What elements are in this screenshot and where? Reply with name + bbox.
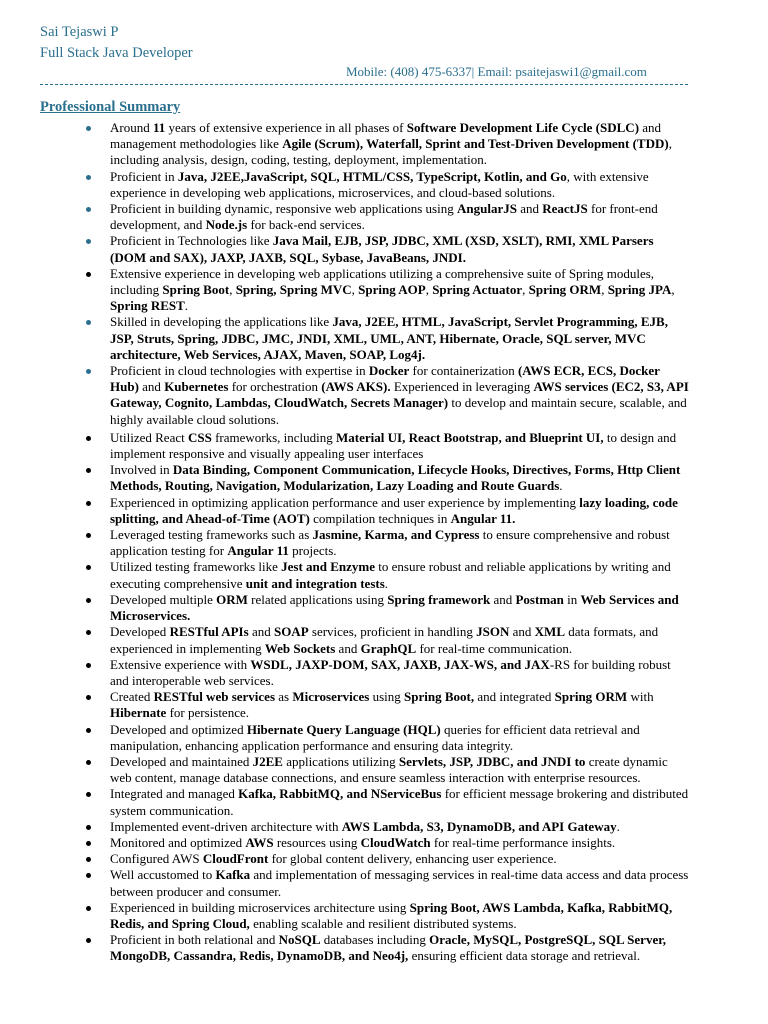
bullet-bold-text: CloudWatch xyxy=(360,834,431,850)
bullet-text: databases including xyxy=(320,932,430,948)
bullet-text: with xyxy=(627,689,654,705)
bullet-text: Developed and optimized xyxy=(110,721,247,737)
bullet-bold-text: Spring AOP xyxy=(358,282,426,298)
bullet-text: and xyxy=(138,379,165,395)
bullet-dot-icon xyxy=(86,938,91,943)
bullet-text: , xyxy=(351,282,359,298)
bullet-text: for persistence. xyxy=(166,705,249,721)
bullet-bold-text: Node.js xyxy=(205,217,248,233)
bullet-dot-icon xyxy=(86,873,91,878)
bullet-text: Well accustomed to xyxy=(110,867,216,883)
summary-bullet xyxy=(86,754,690,786)
bullet-text: Experienced in leveraging xyxy=(390,379,534,395)
bullet-bold-text: AWS services (EC2, S3, API Gateway, Cognito, Lambdas, CloudWatch, Secrets Manager) xyxy=(110,379,689,411)
bullet-bold-text: AWS Lambda, S3, DynamoDB, and API Gateway xyxy=(341,818,617,834)
bullet-dot-icon xyxy=(86,663,91,668)
bullet-text: enabling scalable and resilient distributed systems. xyxy=(249,915,517,931)
bullet-bold-text: Hibernate Query Language (HQL) xyxy=(246,721,441,737)
bullet-bold-text: Spring ORM xyxy=(528,282,602,298)
bullet-text: and implementation of messaging services in real-time data access and data process between producer and consumer. xyxy=(110,867,689,899)
bullet-text: for real-time communication. xyxy=(416,640,573,656)
bullet-text: create dynamic web content, manage database connections, and ensure seamless interaction with enterprise resources. xyxy=(110,753,668,786)
bullet-bold-text: Software Development Life Cycle (SDLC) xyxy=(406,120,640,135)
bullet-text: Involved in xyxy=(110,462,173,478)
bullet-bold-text: Spring, Spring MVC xyxy=(235,282,352,298)
bullet-bold-text: Postman xyxy=(515,591,564,607)
bullet-text: Proficient in xyxy=(110,168,178,184)
bullet-text: compilation techniques in xyxy=(309,510,451,526)
bullet-text: projects. xyxy=(288,543,337,559)
bullet-bold-text: JSON xyxy=(476,624,510,640)
candidate-name: Sai Tejaswi P xyxy=(40,24,119,40)
bullet-bold-text: RESTful web services xyxy=(153,689,276,705)
bullet-bold-text: CloudFront xyxy=(202,851,269,867)
bullet-bold-text: (AWS AKS). xyxy=(321,379,391,395)
summary-bullet xyxy=(86,786,690,818)
bullet-dot-icon xyxy=(86,436,91,441)
bullet-dot-icon xyxy=(86,825,91,830)
bullet-dot-icon xyxy=(86,175,91,180)
bullet-text: queries for efficient data retrieval and manipulation, enhancing application performance and ensuring data integrity. xyxy=(110,721,640,753)
bullet-bold-text: J2EE xyxy=(252,753,283,769)
bullet-dot-icon xyxy=(86,126,91,131)
bullet-text: Experienced in building microservices architecture using xyxy=(110,899,410,915)
bullet-text: , xyxy=(601,282,608,298)
bullet-bold-text: Jest and Enzyme xyxy=(281,559,376,575)
bullet-bold-text: Data Binding, Component Communication, Lifecycle Hooks, Directives, Forms, Http Client Methods, Routing, Navigation, Modularization, Lazy Loading and Route Guards xyxy=(110,462,681,494)
bullet-text: to design and implement responsive and visually appealing user interfaces xyxy=(110,429,677,462)
summary-bullet xyxy=(86,314,690,363)
bullet-bold-text: lazy loading, code splitting, and Ahead-of-Time (AOT) xyxy=(110,494,678,526)
bullet-text: , xyxy=(671,282,675,298)
bullet-text: to ensure comprehensive and robust application testing for xyxy=(110,527,670,559)
bullet-text: Around xyxy=(110,120,153,135)
bullet-text: Created xyxy=(110,689,154,705)
bullet-bold-text: Docker xyxy=(368,363,410,379)
bullet-text: and xyxy=(516,201,543,217)
bullet-text: Proficient in both relational and xyxy=(110,932,279,948)
bullet-text: , xyxy=(229,282,236,298)
summary-bullet xyxy=(86,657,690,689)
bullet-bold-text: Spring JPA xyxy=(607,282,672,298)
bullet-bold-text: Servlets, JSP, JDBC, and JNDI to xyxy=(398,753,586,769)
bullet-bold-text: GraphQL xyxy=(360,640,417,656)
bullet-bold-text: Kafka, RabbitMQ, and NServiceBus xyxy=(238,786,442,802)
bullet-dot-icon xyxy=(86,272,91,277)
bullet-text: Developed and maintained xyxy=(110,753,253,769)
bullet-dot-icon xyxy=(86,841,91,846)
bullet-text: and xyxy=(490,591,516,607)
bullet-bold-text: ORM xyxy=(216,591,248,607)
bullet-bold-text: Angular 11. xyxy=(450,510,516,526)
bullet-dot-icon xyxy=(86,792,91,797)
bullet-text: . xyxy=(616,818,620,834)
bullet-bold-text: Spring REST xyxy=(110,298,185,314)
bullet-bold-text: Oracle, MySQL, PostgreSQL, SQL Server, MongoDB, Cassandra, Redis, DynamoDB, and Neo4j, xyxy=(110,932,667,964)
bullet-text: applications utilizing xyxy=(282,753,399,769)
bullet-bold-text: Web Sockets xyxy=(264,640,336,656)
bullet-bold-text: RESTful APIs xyxy=(169,624,249,640)
bullet-text: and xyxy=(509,624,535,640)
summary-bullet xyxy=(86,932,690,964)
bullet-text: Monitored and optimized xyxy=(110,834,246,850)
bullet-text: Experienced in optimizing application performance and user experience by implementing xyxy=(110,494,580,510)
bullet-dot-icon xyxy=(86,906,91,911)
bullet-bold-text: Spring Boot xyxy=(162,282,230,298)
bullet-text: related applications using xyxy=(247,591,388,607)
bullet-dot-icon xyxy=(86,760,91,765)
summary-bullet xyxy=(86,819,690,835)
bullet-bold-text: CSS xyxy=(187,429,212,445)
bullet-text: Implemented event-driven architecture with xyxy=(110,818,342,834)
bullet-bold-text: Kubernetes xyxy=(164,379,229,395)
bullet-bold-text: Agile (Scrum), Waterfall, Sprint and Test-Driven Development (TDD) xyxy=(282,136,669,152)
summary-bullet xyxy=(86,867,690,899)
bullet-text: for real-time performance insights. xyxy=(430,834,616,850)
bullet-dot-icon xyxy=(86,501,91,506)
bullet-text: , with extensive experience in developing web applications, microservices, and cloud-based solutions. xyxy=(110,168,649,200)
contact-info: Mobile: (408) 475-6337| Email: psaitejaswi1@gmail.com xyxy=(346,64,647,79)
bullet-bold-text: XML xyxy=(534,624,566,640)
bullet-text: resources using xyxy=(273,834,361,850)
header-divider xyxy=(40,84,688,85)
bullet-text: Utilized testing frameworks like xyxy=(110,559,282,575)
bullet-text: Proficient in building dynamic, responsive web applications using xyxy=(110,201,457,217)
bullet-text: Leveraged testing frameworks such as xyxy=(110,527,313,543)
bullet-dot-icon xyxy=(86,369,91,374)
bullet-bold-text: Java Mail, EJB, JSP, JDBC, XML (XSD, XSLT), RMI, XML Parsers (DOM and SAX), JAXP, JAXB, SQL, Sybase, JavaBeans, JNDI. xyxy=(110,233,654,265)
bullet-bold-text: (AWS ECR, ECS, Docker Hub) xyxy=(110,363,660,395)
job-title: Full Stack Java Developer xyxy=(40,45,193,61)
bullet-text: Utilized React xyxy=(110,429,188,445)
bullet-text: as xyxy=(275,689,293,705)
bullet-dot-icon xyxy=(86,857,91,862)
bullet-dot-icon xyxy=(86,728,91,733)
summary-bullet xyxy=(86,689,690,721)
bullet-bold-text: Angular 11 xyxy=(227,543,289,559)
bullet-text: , including analysis, design, coding, testing, deployment, implementation. xyxy=(110,136,672,168)
bullet-bold-text: Spring Boot, AWS Lambda, Kafka, RabbitMQ, Redis, and Spring Cloud, xyxy=(110,899,673,931)
bullet-dot-icon xyxy=(86,533,91,538)
bullet-bold-text: Hibernate xyxy=(110,705,167,721)
bullet-dot-icon xyxy=(86,630,91,635)
bullet-bold-text: Jasmine, Karma, and Cypress xyxy=(312,527,480,543)
bullet-bold-text: Material UI, React Bootstrap, and Blueprint UI, xyxy=(336,429,604,445)
bullet-text: and management methodologies like xyxy=(110,120,662,152)
bullet-bold-text: Java, J2EE, HTML, JavaScript, Servlet Programming, EJB, JSP, Struts, Spring, JDBC, JMC, JNDI, XML, UML, ANT, Hibernate, Oracle, SQL server, MVC architecture, Web Services, AJAX, Maven, SOAP, Log4j. xyxy=(110,314,668,362)
bullet-text: . xyxy=(184,298,189,314)
bullet-bold-text: WSDL, JAXP-DOM, SAX, JAXB, JAX-WS, and JAX xyxy=(250,656,550,672)
bullet-bold-text: Kafka xyxy=(215,867,251,883)
summary-bullet xyxy=(86,559,690,591)
bullet-bold-text: AWS xyxy=(245,834,274,850)
bullet-dot-icon xyxy=(86,207,91,212)
bullet-text: . xyxy=(559,478,563,494)
bullet-text: to develop and maintain secure, scalable, and highly available cloud solutions. xyxy=(110,395,687,427)
bullet-text: for back-end services. xyxy=(247,217,365,233)
summary-bullet xyxy=(86,363,690,428)
summary-bullet xyxy=(86,900,690,932)
bullet-text: for front-end development, and xyxy=(110,201,658,233)
bullet-bold-text: Java, J2EE,JavaScript, SQL, HTML/CSS, TypeScript, Kotlin, and Go xyxy=(177,168,567,184)
summary-bullet xyxy=(86,495,690,527)
bullet-text: frameworks, including xyxy=(211,429,337,445)
summary-bullet xyxy=(86,722,690,754)
bullet-dot-icon xyxy=(86,239,91,244)
bullet-text: for efficient message brokering and distributed system communication. xyxy=(110,786,689,818)
bullet-text: , xyxy=(522,282,529,298)
bullet-bold-text: SOAP xyxy=(273,624,309,640)
bullet-text: . xyxy=(384,575,389,591)
bullet-bold-text: Spring Actuator xyxy=(432,282,523,298)
bullet-bold-text: unit and integration tests xyxy=(245,575,385,591)
summary-bullet xyxy=(86,169,690,201)
bullet-text: data formats, and experienced in implementing xyxy=(110,624,659,656)
bullet-text: Extensive experience with xyxy=(110,656,251,672)
summary-bullet xyxy=(86,120,690,169)
summary-bullet xyxy=(86,430,690,462)
summary-bullet xyxy=(86,624,690,656)
bullet-text: for global content delivery, enhancing user experience. xyxy=(268,851,557,867)
bullet-dot-icon xyxy=(86,695,91,700)
bullet-text: ensuring efficient data storage and retrieval. xyxy=(408,948,641,964)
bullet-bold-text: 11 xyxy=(152,120,166,135)
bullet-text: Proficient in cloud technologies with expertise in xyxy=(110,363,369,379)
bullet-dot-icon xyxy=(86,565,91,570)
bullet-text: Integrated and managed xyxy=(110,786,239,802)
bullet-bold-text: ReactJS xyxy=(542,201,588,217)
summary-bullet xyxy=(86,266,690,315)
bullet-text: Developed multiple xyxy=(110,591,217,607)
section-heading-professional-summary: Professional Summary xyxy=(40,99,181,115)
bullet-text: and xyxy=(248,624,274,640)
bullet-dot-icon xyxy=(86,598,91,603)
summary-bullet xyxy=(86,851,690,867)
bullet-text: for containerization xyxy=(409,363,518,379)
summary-bullet-list xyxy=(86,120,690,965)
bullet-text: Proficient in Technologies like xyxy=(110,233,273,249)
bullet-dot-icon xyxy=(86,320,91,325)
summary-bullet xyxy=(86,201,690,233)
bullet-text: using xyxy=(369,689,405,705)
bullet-bold-text: Spring framework xyxy=(387,591,491,607)
bullet-text: Configured AWS xyxy=(110,851,203,867)
bullet-text: Skilled in developing the applications like xyxy=(110,314,333,330)
bullet-text: and integrated xyxy=(474,689,555,705)
bullet-text: in xyxy=(563,591,581,607)
bullet-text: years of extensive experience in all phases of xyxy=(165,120,407,135)
bullet-text: Extensive experience in developing web applications utilizing a comprehensive suite of Spring modules, including xyxy=(110,265,655,298)
summary-bullet xyxy=(86,233,690,265)
bullet-bold-text: Web Services and Microservices. xyxy=(110,591,679,624)
bullet-text: services, proficient in handling xyxy=(308,624,477,640)
summary-bullet xyxy=(86,527,690,559)
bullet-bold-text: Spring ORM xyxy=(554,689,628,705)
bullet-dot-icon xyxy=(86,468,91,473)
bullet-text: to ensure robust and reliable applications by writing and executing comprehensive xyxy=(110,559,671,591)
bullet-bold-text: AngularJS xyxy=(456,201,517,217)
bullet-text: , xyxy=(425,282,433,298)
summary-bullet xyxy=(86,835,690,851)
summary-bullet xyxy=(86,462,690,494)
bullet-bold-text: Microservices xyxy=(292,689,370,705)
bullet-text: and xyxy=(335,640,361,656)
bullet-bold-text: NoSQL xyxy=(278,932,321,948)
bullet-bold-text: Spring Boot, xyxy=(404,689,475,705)
bullet-text: -RS for building robust and interoperable web services. xyxy=(110,656,671,688)
summary-bullet xyxy=(86,592,690,624)
bullet-text: Developed xyxy=(110,624,170,640)
bullet-text: for orchestration xyxy=(228,379,322,395)
